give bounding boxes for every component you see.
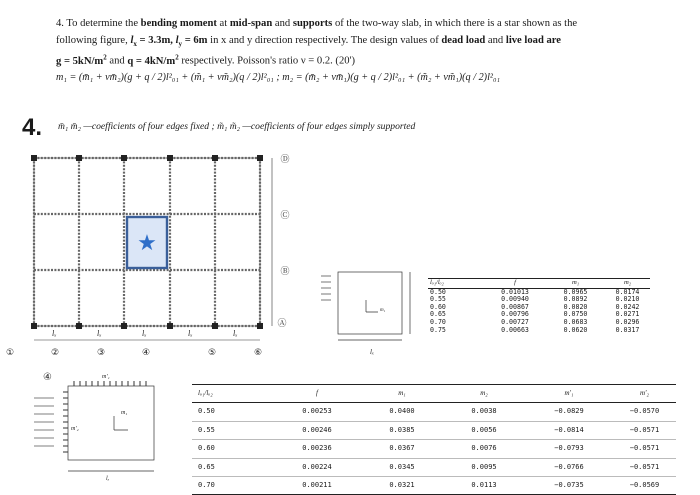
live-load: q = 4kN/m xyxy=(127,55,176,67)
table-cell: 0.00940 xyxy=(501,295,529,304)
table-cell: −0.0793 xyxy=(554,444,584,453)
axis-label-2: ② xyxy=(50,348,60,358)
table-cell: 0.0683 xyxy=(563,317,588,326)
bold-term: dead load xyxy=(441,35,486,46)
table-cell: 0.00211 xyxy=(302,481,332,490)
table-cell: 0.0095 xyxy=(471,462,497,471)
table-cell: 0.60 xyxy=(430,302,446,311)
table-cell: 0.00246 xyxy=(302,425,332,434)
table-cell: 0.65 xyxy=(198,462,215,471)
table-cell: 0.01013 xyxy=(501,287,529,296)
table-cell: 0.00727 xyxy=(501,317,529,326)
table-cell: 0.00253 xyxy=(302,407,332,416)
axis-label-3: ③ xyxy=(96,348,106,358)
col-header: m'₂ xyxy=(640,389,649,397)
floor-plan xyxy=(0,150,310,370)
table-cell: 0.0367 xyxy=(389,444,415,453)
sketch-label: lₓ xyxy=(370,348,374,356)
table-fixed-edges xyxy=(192,384,676,495)
span-label: lₓ xyxy=(233,329,238,338)
problem-line-3: $g = 5kN/m^2$ and $q = 4kN/m^2$ respectively. Poisson's ratio ν = 0.2. (20') xyxy=(56,53,355,67)
bold-term: supports xyxy=(292,18,333,29)
col-header: f xyxy=(484,279,546,289)
sketch-label: m₁ xyxy=(380,308,386,313)
table-row xyxy=(428,327,650,335)
bold-term: are xyxy=(543,35,562,46)
table-cell: 0.65 xyxy=(430,310,446,319)
span-label: lₓ xyxy=(188,329,193,338)
bold-term: mid-span xyxy=(229,18,273,29)
table-cell: 0.75 xyxy=(430,325,446,334)
table-row xyxy=(192,458,676,476)
table-cell: 0.00663 xyxy=(501,325,529,334)
table-cell: −0.0570 xyxy=(629,407,660,416)
var: l xyxy=(130,35,134,46)
table-cell: 0.0400 xyxy=(389,407,415,416)
bold-term: live load xyxy=(505,35,544,46)
table-row xyxy=(192,440,676,458)
table-cell: 0.00867 xyxy=(501,302,529,311)
table-cell: 0.0620 xyxy=(563,325,588,334)
table-cell: 0.00796 xyxy=(501,310,529,319)
span-label: lₓ xyxy=(142,329,147,338)
bold-term: bending moment xyxy=(140,18,217,29)
col-header: f xyxy=(316,389,318,397)
table-cell: 0.0271 xyxy=(615,310,640,319)
axis-label-1: ① xyxy=(5,348,15,358)
table-row xyxy=(192,403,676,421)
var: l xyxy=(175,35,179,46)
sketch-label: m₁ xyxy=(121,410,128,416)
text: in x and y direction respectively. The design values of xyxy=(207,35,442,46)
text: at xyxy=(216,18,230,29)
col-header: m₂ xyxy=(605,279,650,289)
col-header: m₂ xyxy=(480,389,488,397)
table-cell: 0.0174 xyxy=(615,287,640,296)
sketch-marker: ④ xyxy=(43,372,52,383)
axis-label-d: Ⓓ xyxy=(280,155,290,165)
table-cell: 0.00236 xyxy=(302,444,332,453)
star-icon: ★ xyxy=(137,231,157,256)
text: and xyxy=(485,35,506,46)
note-number: 4. xyxy=(22,114,43,141)
table-cell: 0.0820 xyxy=(563,302,588,311)
axis-label-c: Ⓒ xyxy=(280,211,290,221)
table-cell: −0.0829 xyxy=(554,407,584,416)
dead-load: g = 5kN/m xyxy=(56,55,104,67)
table-cell: 0.0210 xyxy=(615,295,640,304)
table-cell: 0.0317 xyxy=(615,325,640,334)
table-cell: 0.70 xyxy=(430,317,446,326)
table-cell: 0.50 xyxy=(430,287,446,296)
col-header: m'₁ xyxy=(564,389,574,397)
col-header: lₒ₁/lₒ₂ xyxy=(198,389,213,397)
table-cell: 0.0892 xyxy=(563,295,588,304)
value: = 6m xyxy=(182,35,208,46)
table-cell: −0.0814 xyxy=(554,425,584,434)
sketch-label: m'₁ xyxy=(102,374,110,380)
col-header: m₁ xyxy=(546,279,605,289)
table-cell: 0.0321 xyxy=(389,481,415,490)
axis-label-a: Ⓐ xyxy=(277,319,287,329)
table-cell: 0.0038 xyxy=(471,407,497,416)
col-header: lₒ₁/lₒ₂ xyxy=(428,279,484,289)
table-cell: 0.0385 xyxy=(389,425,415,434)
table-row xyxy=(192,477,676,495)
table-cell: 0.0296 xyxy=(615,317,640,326)
table-cell: −0.0735 xyxy=(554,481,584,490)
table-cell: 0.55 xyxy=(198,425,215,434)
sub: x xyxy=(133,40,137,49)
span-label: lₓ xyxy=(97,329,102,338)
table-cell: 0.0056 xyxy=(471,425,497,434)
table-cell: −0.0569 xyxy=(629,481,660,490)
sub: y xyxy=(178,40,183,49)
table-cell: 0.0345 xyxy=(389,462,415,471)
text: and xyxy=(106,55,128,67)
table-cell: 0.50 xyxy=(198,407,215,416)
text: following figure, xyxy=(56,35,131,46)
table-cell: −0.0571 xyxy=(629,462,660,471)
table-cell: 0.0242 xyxy=(615,302,640,311)
table-row xyxy=(192,421,676,439)
problem-line-1 xyxy=(56,16,577,32)
text: 4. To determine the xyxy=(56,18,141,29)
sketch-simply-supported xyxy=(316,262,416,362)
table-cell: 0.60 xyxy=(198,444,215,453)
table-cell: −0.0571 xyxy=(629,444,660,453)
coefficient-note: m̄₁ m̄₂ —coefficients of four edges fixed ; m̃₁ m̃₂ —coefficients of four edges simply supported xyxy=(58,121,416,132)
table-cell: 0.0076 xyxy=(471,444,497,453)
text: and xyxy=(272,18,293,29)
axis-label-5: ⑤ xyxy=(207,348,217,358)
axis-label-6: ⑥ xyxy=(253,348,263,358)
table-cell: −0.0571 xyxy=(629,425,660,434)
axis-label-b: Ⓑ xyxy=(280,267,290,277)
table-cell: 0.0965 xyxy=(563,287,588,296)
table-cell: 0.00224 xyxy=(302,462,332,471)
col-header: m₁ xyxy=(398,389,406,397)
span-label: lₓ xyxy=(52,329,57,338)
value: = 3.3m, xyxy=(136,35,176,46)
text: of the two-way slab, in which there is a star shown as the xyxy=(332,18,578,29)
table-cell: 0.55 xyxy=(430,295,446,304)
text: respectively. Poisson's ratio ν = 0.2. (20') xyxy=(178,55,355,67)
sketch-fixed-edges xyxy=(28,368,168,483)
table-simply-supported xyxy=(428,278,650,334)
sketch-label: m'₂ xyxy=(71,426,79,432)
table-cell: 0.70 xyxy=(198,481,215,490)
table-cell: 0.0750 xyxy=(563,310,588,319)
sketch-label: lₓ xyxy=(106,476,110,482)
table-cell: −0.0766 xyxy=(554,462,584,471)
axis-label-4: ④ xyxy=(141,348,151,358)
table-cell: 0.0113 xyxy=(471,481,497,490)
moment-formula: m₁ = (m̄₁ + νm̄₂)(g + q / 2)l²₀₁ + (m̃₁ + νm̃₂)(q / 2)l²₀₁ ; m₂ = (m̄₂ + νm̄₁)(g + q / 2)l²₀₁ + (m̃₂ + νm̃₁)(q / 2)l²₀₁ xyxy=(56,72,501,83)
